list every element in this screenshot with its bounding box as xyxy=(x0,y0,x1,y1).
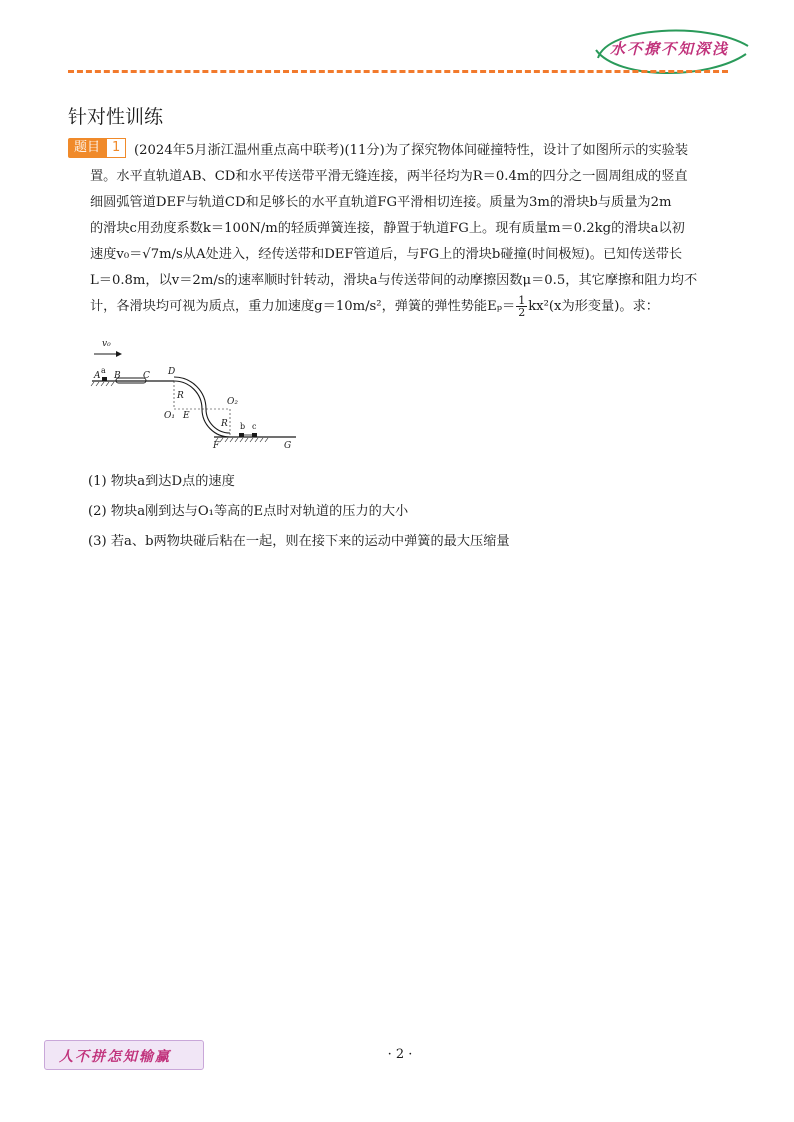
lower-track-hatching xyxy=(215,438,268,442)
fraction-denominator: 2 xyxy=(518,306,526,319)
upper-track-hatching xyxy=(91,382,114,386)
problem-statement xyxy=(90,138,730,320)
velocity-arrowhead xyxy=(116,351,122,357)
problem-line: 细圆弧管道DEF与轨道CD和足够长的水平直轨道FG平滑相切连接。质量为3m的滑块b与质量为2m xyxy=(90,195,672,210)
apparatus-diagram xyxy=(88,336,303,451)
label-R-upper: R xyxy=(177,391,184,401)
block-a xyxy=(102,377,107,381)
problem-line-part: 计，各滑块均可视为质点，重力加速度g＝10m/s²，弹簧的弹性势能Eₚ＝ xyxy=(90,299,516,314)
problem-line: 的滑块c用劲度系数k＝100N/m的轻质弹簧连接，静置于轨道FG上。现有质量m＝0.2kg的滑块a以初 xyxy=(90,221,685,236)
label-R-lower: R xyxy=(221,419,228,429)
page-number: · 2 · xyxy=(387,1047,413,1062)
block-b xyxy=(239,433,244,437)
problem-line: L＝0.8m，以v＝2m/s的速率顺时针转动，滑块a与传送带间的动摩擦因数μ＝0.5，其它摩擦和阻力均不 xyxy=(90,273,698,288)
question-3: (3) 若a、b两物块碰后粘在一起，则在接下来的运动中弹簧的最大压缩量 xyxy=(88,534,510,549)
problem-line: 速度v₀＝√7m/s从A处进入，经传送带和DEF管道后，与FG上的滑块b碰撞(时间极短)。已知传送带长 xyxy=(90,247,683,262)
section-title: 针对性训练 xyxy=(68,106,164,128)
label-B: B xyxy=(114,371,121,381)
header-motto-text: 水不撩不知深浅 xyxy=(610,40,730,58)
label-G: G xyxy=(284,441,292,451)
fraction-numerator: 1 xyxy=(518,294,526,307)
problem-tag-number: 1 xyxy=(106,138,126,158)
block-c xyxy=(252,433,257,437)
label-E: E xyxy=(183,411,190,421)
label-D: D xyxy=(168,367,176,377)
problem-line xyxy=(90,294,730,320)
footer-motto xyxy=(44,1040,204,1070)
fraction xyxy=(516,295,527,318)
footer-motto-text: 人不拼怎知输赢 xyxy=(59,1049,171,1065)
question-2: (2) 物块a刚到达与O₁等高的E点时对轨道的压力的大小 xyxy=(88,504,409,519)
label-O2: O₂ xyxy=(227,397,238,407)
problem-line: (2024年5月浙江温州重点高中联考)(11分)为了探究物体间碰撞特性，设计了如图所示的实验装 xyxy=(134,143,689,158)
problem-line-part: kx²(x为形变量)。求： xyxy=(528,299,659,314)
header-motto xyxy=(588,28,758,76)
label-a: a xyxy=(101,366,106,375)
label-b: b xyxy=(240,422,246,431)
header-divider xyxy=(68,70,728,73)
problem-line: 置。水平直轨道AB、CD和水平传送带平滑无缝连接，两半径均为R＝0.4m的四分之一圆周组成的竖直 xyxy=(90,169,688,184)
label-c: c xyxy=(252,422,257,431)
label-v0: v₀ xyxy=(102,339,111,349)
label-C: C xyxy=(143,371,150,381)
question-1: (1) 物块a到达D点的速度 xyxy=(88,474,235,489)
label-F: F xyxy=(213,441,220,451)
problem-tag-label: 题目 xyxy=(68,138,106,158)
label-O1: O₁ xyxy=(164,411,175,421)
label-A: A xyxy=(94,371,101,381)
